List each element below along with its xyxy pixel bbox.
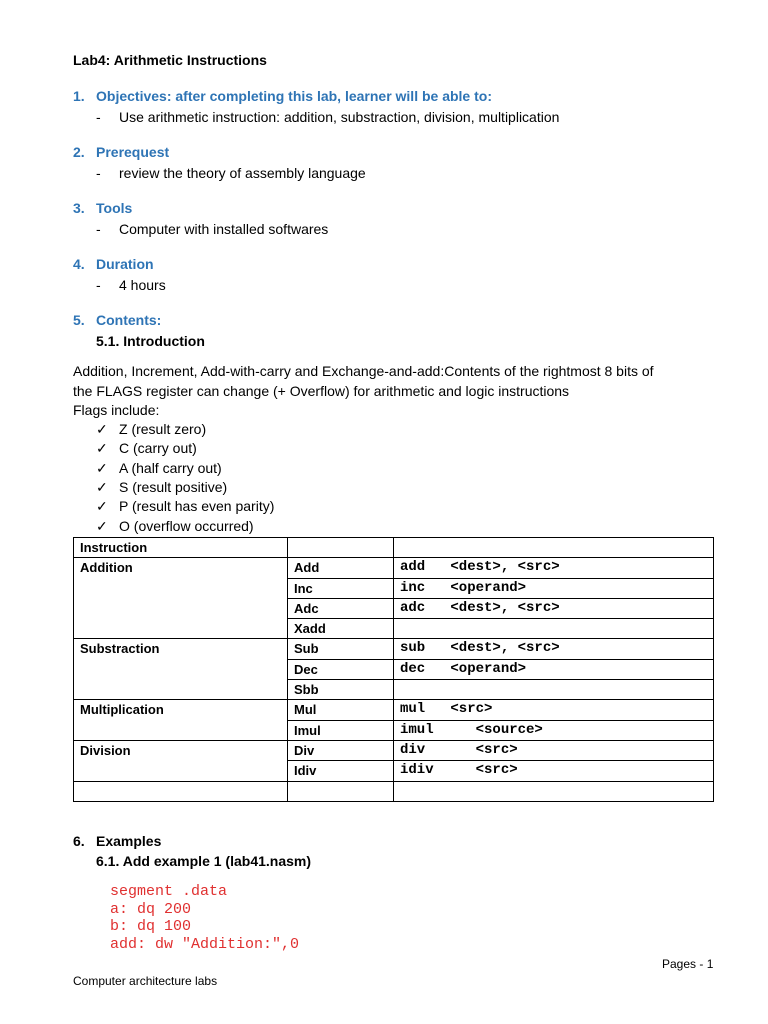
subsection-add-example: 6.1. Add example 1 (lab41.nasm): [96, 853, 312, 869]
check-icon: ✓: [96, 460, 108, 476]
syntax-cell: adc <dest>, <src>: [394, 598, 714, 618]
flags-label: Flags include:: [73, 402, 160, 418]
group-division: Division: [74, 740, 288, 781]
table-row: [74, 740, 714, 760]
section-4-number: 4.: [73, 256, 85, 272]
flag-item: P (result has even parity): [119, 498, 275, 514]
syntax-cell: div <src>: [394, 740, 714, 760]
bullet-dash: -: [96, 277, 101, 293]
syntax-cell: mul <src>: [394, 700, 714, 720]
mnemonic-cell: Adc: [288, 598, 394, 618]
table-cell: [394, 538, 714, 558]
table-cell: [74, 781, 288, 801]
check-icon: ✓: [96, 421, 108, 437]
section-6-heading: Examples: [96, 833, 162, 849]
section-5-number: 5.: [73, 312, 85, 328]
flag-item: S (result positive): [119, 479, 228, 495]
duration-item: 4 hours: [119, 277, 166, 293]
section-3-number: 3.: [73, 200, 85, 216]
flag-item: A (half carry out): [119, 460, 222, 476]
syntax-cell: imul <source>: [394, 720, 714, 740]
section-2-number: 2.: [73, 144, 85, 160]
syntax-cell: sub <dest>, <src>: [394, 639, 714, 659]
intro-paragraph-line-2: the FLAGS register can change (+ Overflow) for arithmetic and logic instructions: [73, 383, 570, 399]
subsection-introduction: 5.1. Introduction: [96, 333, 205, 349]
table-row: [74, 639, 714, 659]
table-cell: [394, 781, 714, 801]
bullet-dash: -: [96, 221, 101, 237]
bullet-dash: -: [96, 109, 101, 125]
section-6-number: 6.: [73, 833, 85, 849]
table-header-row: [74, 538, 714, 558]
objective-item: Use arithmetic instruction: addition, substraction, division, multiplication: [119, 109, 560, 125]
flag-item: C (carry out): [119, 440, 197, 456]
section-1-number: 1.: [73, 88, 85, 104]
section-4-heading: Duration: [96, 256, 154, 272]
flag-item: O (overflow occurred): [119, 518, 254, 534]
flag-item: Z (result zero): [119, 421, 207, 437]
syntax-cell: inc <operand>: [394, 578, 714, 598]
mnemonic-cell: Dec: [288, 659, 394, 679]
section-1-heading: Objectives: after completing this lab, learner will be able to:: [96, 88, 492, 104]
bullet-dash: -: [96, 165, 101, 181]
group-addition: Addition: [74, 558, 288, 639]
table-empty-row: [74, 781, 714, 801]
code-line: add: dw "Addition:",0: [110, 935, 300, 953]
section-5-heading: Contents:: [96, 312, 162, 328]
syntax-cell: [394, 619, 714, 639]
code-line: a: dq 200: [110, 900, 192, 918]
group-multiplication: Multiplication: [74, 700, 288, 741]
document-title: Lab4: Arithmetic Instructions: [73, 52, 267, 68]
instruction-table: [73, 537, 714, 802]
page-number: Pages - 1: [662, 957, 714, 971]
syntax-cell: [394, 680, 714, 700]
mnemonic-cell: Inc: [288, 578, 394, 598]
mnemonic-cell: Idiv: [288, 761, 394, 781]
syntax-cell: dec <operand>: [394, 659, 714, 679]
code-line: segment .data: [110, 883, 228, 900]
section-2-heading: Prerequest: [96, 144, 170, 160]
tools-item: Computer with installed softwares: [119, 221, 329, 237]
mnemonic-cell: Xadd: [288, 619, 394, 639]
mnemonic-cell: Imul: [288, 720, 394, 740]
table-row: [74, 700, 714, 720]
check-icon: ✓: [96, 479, 108, 495]
syntax-cell: add <dest>, <src>: [394, 558, 714, 578]
check-icon: ✓: [96, 440, 108, 456]
table-row: [74, 558, 714, 578]
group-substraction: Substraction: [74, 639, 288, 700]
mnemonic-cell: Mul: [288, 700, 394, 720]
table-cell: [288, 781, 394, 801]
intro-paragraph-line-1: Addition, Increment, Add-with-carry and Exchange-and-add:Contents of the rightmost 8 bits of: [73, 363, 654, 379]
mnemonic-cell: Sbb: [288, 680, 394, 700]
check-icon: ✓: [96, 498, 108, 514]
check-icon: ✓: [96, 518, 108, 534]
code-block: [110, 883, 299, 953]
table-header-cell: Instruction: [74, 538, 288, 558]
prerequest-item: review the theory of assembly language: [119, 165, 366, 181]
syntax-cell: idiv <src>: [394, 761, 714, 781]
footer-course: Computer architecture labs: [73, 974, 218, 988]
mnemonic-cell: Add: [288, 558, 394, 578]
mnemonic-cell: Sub: [288, 639, 394, 659]
section-3-heading: Tools: [96, 200, 133, 216]
code-line: b: dq 100: [110, 918, 192, 935]
table-cell: [288, 538, 394, 558]
mnemonic-cell: Div: [288, 740, 394, 760]
